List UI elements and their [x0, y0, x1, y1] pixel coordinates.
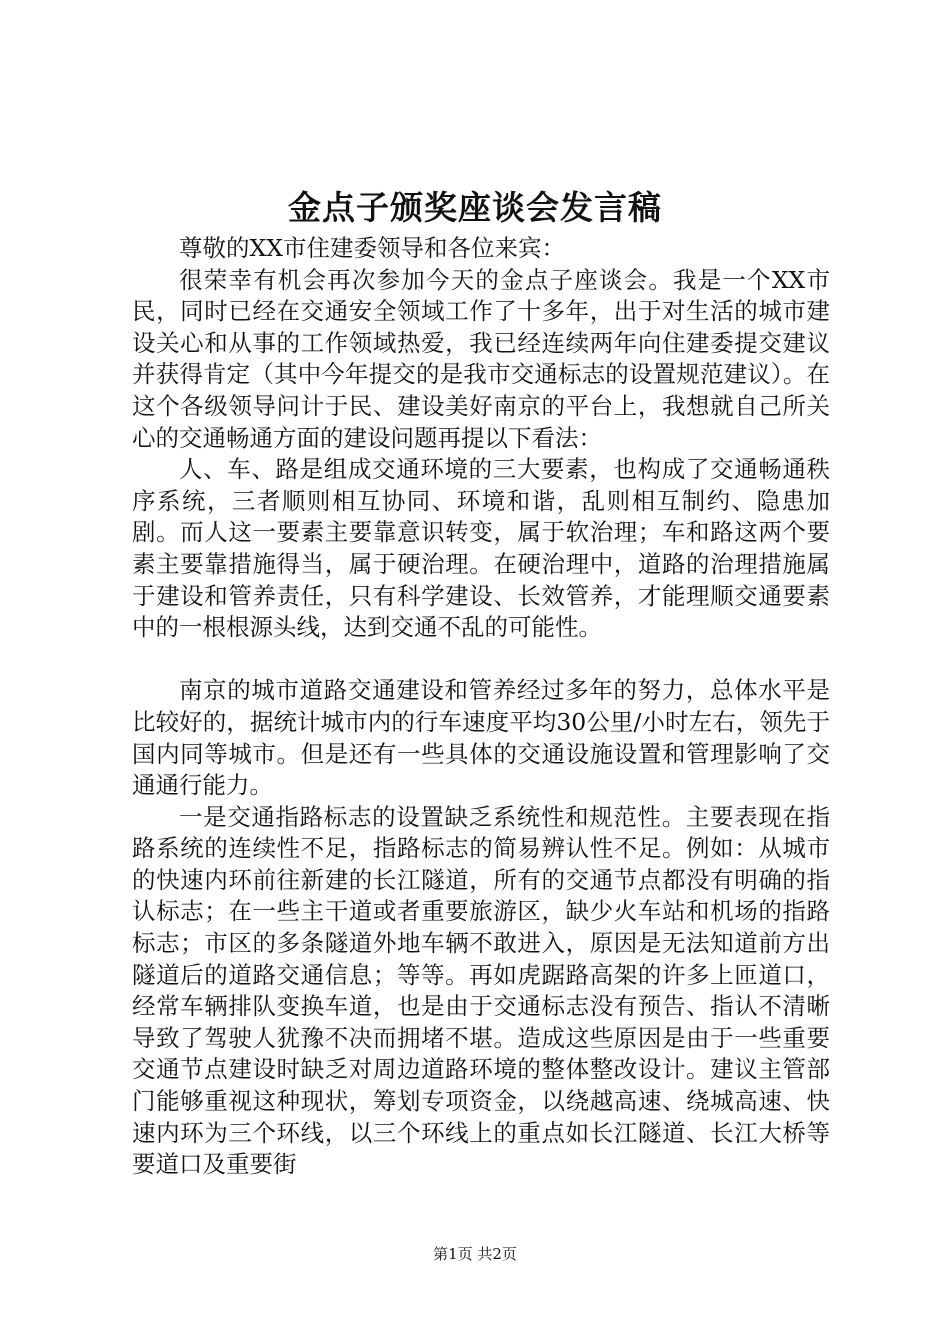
document-title: 金点子颁奖座谈会发言稿: [288, 188, 662, 227]
intro-paragraph: 很荣幸有机会再次参加今天的金点子座谈会。我是一个XX市民，同时已经在交通安全领域工作了十多年，出于对生活的城市建设关心和从事的工作领域热爱，我已经连续两年向住建委提交建议并获得肯定（其中今年提交的是我市交通标志的设置规范建议）。在这个各级领导问计于民、建设美好南京的平台上，我想就自己所关心的交通畅通方面的建设问题再提以下看法：: [132, 265, 830, 452]
traffic-elements-paragraph: 人、车、路是组成交通环境的三大要素，也构成了交通畅通秩序系统，三者顺则相互协同、环境和谐，乱则相互制约、隐患加剧。而人这一要素主要靠意识转变，属于软治理；车和路这两个要素主要靠措施得当，属于硬治理。在硬治理中，道路的治理措施属于建设和管养责任，只有科学建设、长效管养，才能理顺交通要素中的一根根源头线，达到交通不乱的可能性。: [132, 455, 830, 642]
nanjing-overview-paragraph: 南京的城市道路交通建设和管养经过多年的努力，总体水平是比较好的，据统计城市内的行车速度平均30公里/小时左右，领先于国内同等城市。但是还有一些具体的交通设施设置和管理影响了交通通行能力。: [132, 676, 830, 800]
page-footer: 第1页 共2页: [433, 1245, 517, 1263]
salutation-paragraph: 尊敬的XX市住建委领导和各位来宾：: [179, 234, 565, 262]
point-one-paragraph: 一是交通指路标志的设置缺乏系统性和规范性。主要表现在指路系统的连续性不足，指路标志的简易辨认性不足。例如：从城市的快速内环前往新建的长江隧道，所有的交通节点都没有明确的指认标志；在一些主干道或者重要旅游区，缺少火车站和机场的指路标志；市区的多条隧道外地车辆不敢进入，原因是无法知道前方出隧道后的道路交通信息；等等。再如虎踞路高架的许多上匝道口，经常车辆排队变换车道，也是由于交通标志没有预告、指认不清晰导致了驾驶人犹豫不决而拥堵不堪。造成这些原因是由于一些重要交通节点建设时缺乏对周边道路环境的整体整改设计。建议主管部门能够重视这种现状，筹划专项资金，以绕越高速、绕城高速、快速内环为三个环线，以三个环线上的重点如长江隧道、长江大桥等要道口及重要街: [132, 802, 830, 1179]
document-body: [132, 233, 830, 1181]
